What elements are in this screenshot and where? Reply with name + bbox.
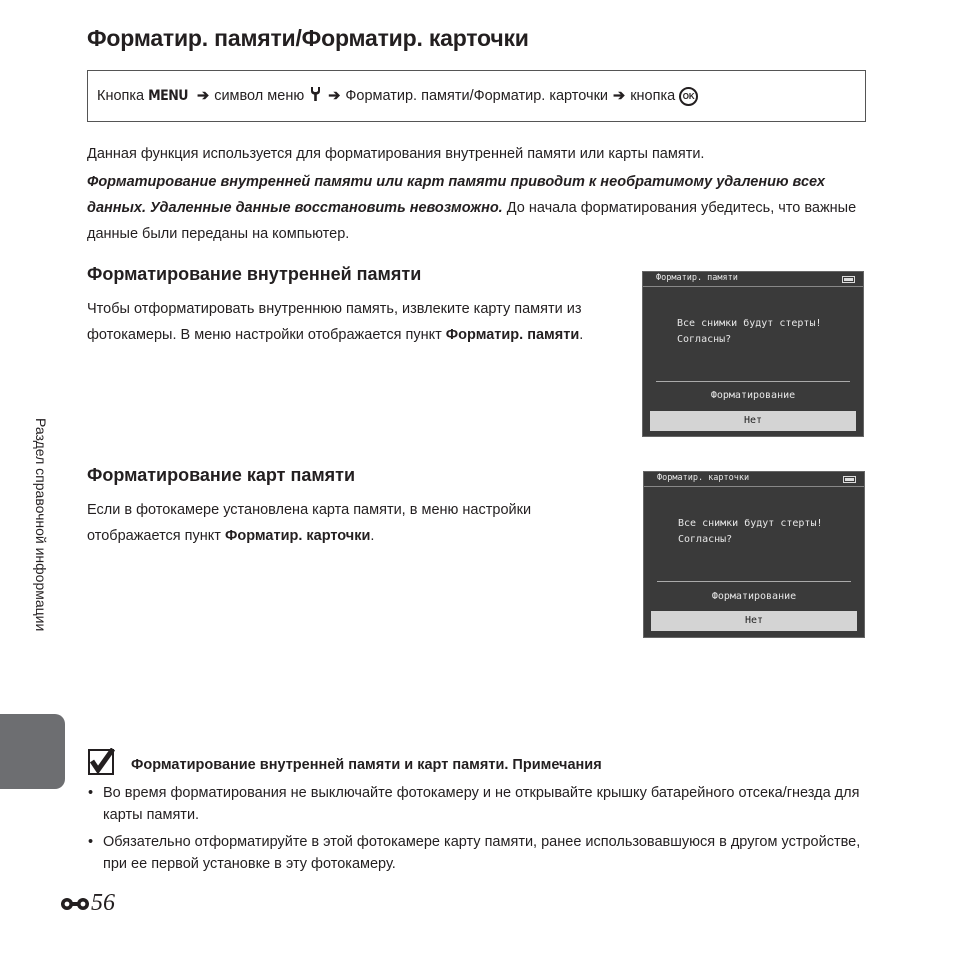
wrench-icon bbox=[310, 86, 321, 106]
option-format[interactable]: Форматирование bbox=[711, 591, 797, 602]
note-list bbox=[87, 782, 877, 880]
section1-text-before: Чтобы отформатировать внутреннюю память, извлеките карту памяти из фотокамеры. В меню настройки отображается пункт bbox=[87, 301, 582, 343]
screen-message-line1: Все снимки будут стерты! bbox=[678, 518, 823, 529]
screen-message bbox=[677, 316, 822, 348]
option-no-selected[interactable]: Нет bbox=[650, 411, 856, 431]
side-section-tab bbox=[0, 714, 65, 789]
screen-message bbox=[678, 516, 823, 548]
camera-screen-card bbox=[643, 471, 865, 638]
after-warning-text: До начала форматирования убедитесь, что важные данные были переданы на компьютер. bbox=[87, 200, 857, 242]
screen-message-line2: Согласны? bbox=[678, 534, 733, 545]
nav-button-word: Кнопка bbox=[97, 88, 145, 104]
nav-item: Форматир. памяти/Форматир. карточки bbox=[345, 88, 609, 104]
arrow-icon: ➔ bbox=[197, 88, 210, 104]
screen-message-line1: Все снимки будут стерты! bbox=[677, 318, 822, 329]
option-no-selected[interactable]: Нет bbox=[651, 611, 857, 631]
nav-menu-symbol: символ меню bbox=[214, 88, 305, 104]
camera-screen-memory bbox=[642, 271, 864, 437]
warning-text: Форматирование внутренней памяти или карт памяти приводит к необратимому удалению всех данных. Удаленные данные восстановить невозможно. bbox=[87, 174, 825, 216]
reference-section-icon bbox=[60, 893, 90, 915]
intro-warning-paragraph bbox=[87, 169, 877, 247]
section2-text-before: Если в фотокамере установлена карта памяти, в меню настройки отображается пункт bbox=[87, 502, 532, 544]
screen-header: Форматир. памяти bbox=[643, 272, 863, 287]
ok-key-icon: OK bbox=[679, 87, 698, 106]
section1-bold-item: Форматир. памяти bbox=[445, 327, 580, 343]
battery-icon bbox=[843, 476, 856, 483]
battery-icon bbox=[842, 276, 855, 283]
arrow-icon: ➔ bbox=[613, 88, 626, 104]
section1-text bbox=[87, 296, 607, 348]
section2-bold-item: Форматир. карточки bbox=[224, 528, 371, 544]
section1-text-after: . bbox=[579, 327, 584, 343]
screen-message-line2: Согласны? bbox=[677, 334, 732, 345]
section2-text-after: . bbox=[370, 528, 375, 544]
option-format[interactable]: Форматирование bbox=[710, 390, 796, 401]
page-number-value: 56 bbox=[91, 890, 115, 916]
section1-heading: Форматирование внутренней памяти bbox=[87, 264, 422, 284]
page-title: Форматир. памяти/Форматир. карточки bbox=[87, 25, 529, 51]
page-number bbox=[60, 890, 115, 917]
menu-key: MENU bbox=[148, 88, 189, 104]
navigation-path bbox=[87, 70, 866, 122]
section2-text bbox=[87, 497, 547, 549]
arrow-icon: ➔ bbox=[328, 88, 341, 104]
side-section-label: Раздел справочной информации bbox=[33, 418, 49, 632]
screen-divider bbox=[657, 581, 851, 582]
list-item: • Обязательно отформатируйте в этой фотокамере карту памяти, ранее использовавшуюся в другом устройстве, при ее первой установке в эту фотокамеру. bbox=[87, 831, 877, 875]
note-title: Форматирование внутренней памяти и карт памяти. Примечания bbox=[131, 757, 602, 773]
section2-heading: Форматирование карт памяти bbox=[87, 465, 356, 485]
check-note-icon bbox=[87, 748, 115, 776]
list-item: • Во время форматирования не выключайте фотокамеру и не открывайте крышку батарейного отсека/гнезда для карты памяти. bbox=[87, 782, 877, 826]
nav-button-word-2: кнопка bbox=[630, 88, 676, 104]
intro-line: Данная функция используется для форматирования внутренней памяти или карты памяти. bbox=[87, 146, 705, 162]
screen-divider bbox=[656, 381, 850, 382]
screen-header: Форматир. карточки bbox=[644, 472, 864, 487]
